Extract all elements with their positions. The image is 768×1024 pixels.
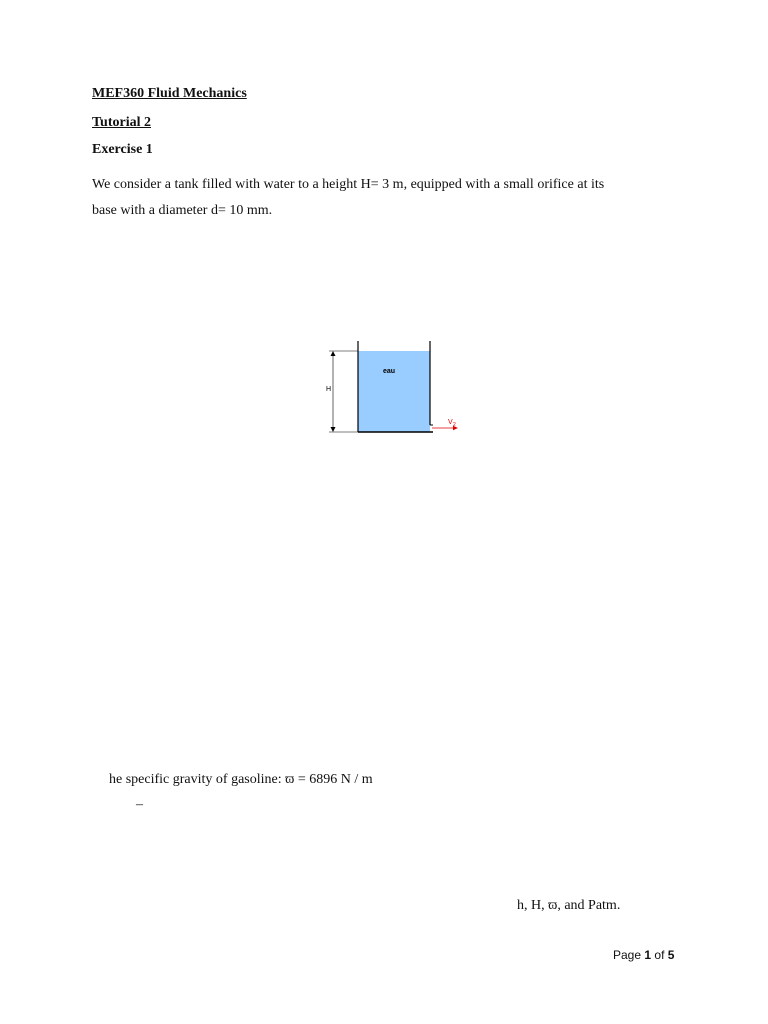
paragraph-line-1: We consider a tank filled with water to a height H= 3 m, equipped with a small orifice at its [92, 177, 605, 192]
stray-dash: – [136, 797, 143, 812]
water-fill [358, 351, 430, 432]
paragraph-line-2: base with a diameter d= 10 mm. [92, 203, 273, 218]
course-title: MEF360 Fluid Mechanics [92, 86, 247, 101]
page-word: Page [613, 948, 642, 962]
page-current: 1 [644, 948, 652, 962]
tank-figure [320, 335, 470, 440]
tutorial-title: Tutorial 2 [92, 115, 151, 130]
velocity-label: V [448, 419, 453, 426]
water-label: eau [383, 368, 396, 375]
gasoline-text: he specific gravity of gasoline: ϖ = 6896 N / m [109, 772, 373, 787]
height-label: H [326, 386, 332, 393]
of-word: of [654, 948, 665, 962]
height-arrow-bottom [331, 427, 336, 432]
variables-text: h, H, ϖ, and Patm. [517, 898, 621, 913]
height-arrow-top [331, 351, 336, 356]
page-total: 5 [667, 948, 675, 962]
page-footer [613, 948, 674, 962]
exercise-title: Exercise 1 [92, 142, 153, 157]
velocity-subscript: 2 [453, 422, 456, 428]
